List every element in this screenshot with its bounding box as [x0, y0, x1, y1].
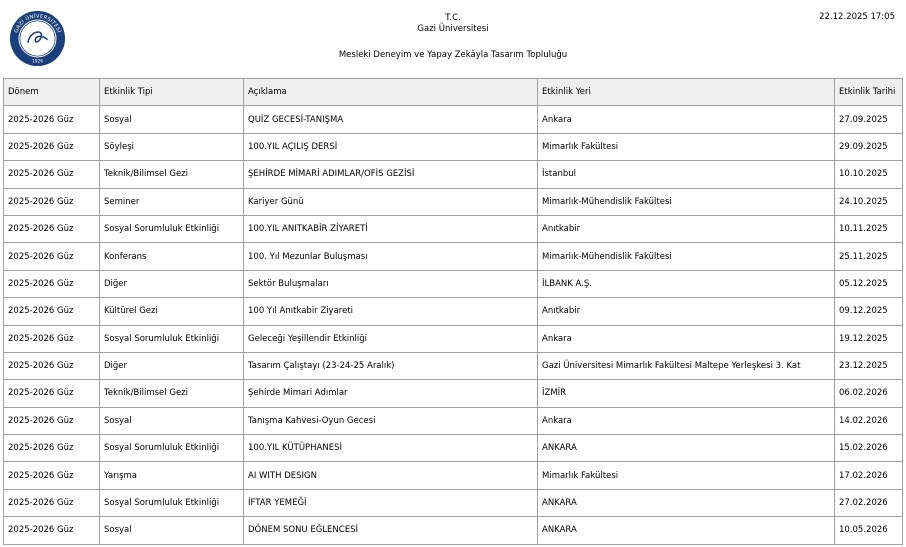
etkinlik-tipi-cell: Konferans [100, 243, 244, 270]
etkinlik-tarihi-cell: 24.10.2025 [835, 188, 903, 215]
table-row [4, 270, 903, 297]
aciklama-cell: DÖNEM SONU EĞLENCESİ [244, 517, 538, 544]
etkinlik-yeri-cell: Mimarlık Fakültesi [538, 462, 835, 489]
donem-cell: 2025-2026 Güz [4, 161, 100, 188]
donem-cell: 2025-2026 Güz [4, 435, 100, 462]
svg-text:1926: 1926 [32, 59, 43, 65]
etkinlik-yeri-cell: ANKARA [538, 489, 835, 516]
etkinlik-tarihi-cell: 06.02.2026 [835, 380, 903, 407]
etkinlik-tipi-cell: Diğer [100, 352, 244, 379]
etkinlik-tipi-cell: Sosyal [100, 106, 244, 133]
table-row [4, 325, 903, 352]
table-row [4, 188, 903, 215]
etkinlik-yeri-cell: İstanbul [538, 161, 835, 188]
table-row [4, 243, 903, 270]
etkinlik-tarihi-cell: 10.05.2026 [835, 517, 903, 544]
etkinlik-yeri-cell: Gazi Üniversitesi Mimarlık Fakültesi Maltepe Yerleşkesi 3. Kat [538, 352, 835, 379]
aciklama-cell: 100.YIL KÜTÜPHANESİ [244, 435, 538, 462]
donem-cell: 2025-2026 Güz [4, 133, 100, 160]
donem-cell: 2025-2026 Güz [4, 188, 100, 215]
aciklama-cell: ŞEHİRDE MİMARİ ADIMLAR/OFİS GEZİSİ [244, 161, 538, 188]
table-row [4, 435, 903, 462]
donem-cell: 2025-2026 Güz [4, 270, 100, 297]
aciklama-cell: QUİZ GECESİ-TANIŞMA [244, 106, 538, 133]
donem-cell: 2025-2026 Güz [4, 352, 100, 379]
etkinlik-tipi-cell: Sosyal [100, 407, 244, 434]
donem-cell: 2025-2026 Güz [4, 517, 100, 544]
donem-cell: 2025-2026 Güz [4, 325, 100, 352]
etkinlik-tarihi-cell: 09.12.2025 [835, 298, 903, 325]
table-header-row [4, 79, 903, 106]
etkinlik-tipi-cell: Diğer [100, 270, 244, 297]
header-col-donem: Dönem [4, 79, 100, 106]
club-name: Mesleki Deneyim ve Yapay Zekâyla Tasarım Topluluğu [338, 50, 568, 60]
title-block [0, 13, 906, 61]
etkinlik-tipi-cell: Sosyal Sorumluluk Etkinliği [100, 215, 244, 242]
svg-text:GAZİ ÜNİVERSİTESİ: GAZİ ÜNİVERSİTESİ [13, 13, 62, 34]
etkinlik-tipi-cell: Seminer [100, 188, 244, 215]
header-col-etkinlik-tipi: Etkinlik Tipi [100, 79, 244, 106]
etkinlik-yeri-cell: Mimarlık-Mühendislik Fakültesi [538, 188, 835, 215]
etkinlik-yeri-cell: ANKARA [538, 517, 835, 544]
etkinlik-yeri-cell: Anıtkabir [538, 298, 835, 325]
etkinlik-tarihi-cell: 23.12.2025 [835, 352, 903, 379]
etkinlik-yeri-cell: Ankara [538, 325, 835, 352]
aciklama-cell: Kariyer Günü [244, 188, 538, 215]
table-row [4, 352, 903, 379]
donem-cell: 2025-2026 Güz [4, 215, 100, 242]
etkinlik-tipi-cell: Söyleşi [100, 133, 244, 160]
table-row [4, 380, 903, 407]
aciklama-cell: Geleceği Yeşillendir Etkinliği [244, 325, 538, 352]
etkinlik-tarihi-cell: 14.02.2026 [835, 407, 903, 434]
aciklama-cell: AI WITH DESIGN [244, 462, 538, 489]
etkinlik-tarihi-cell: 05.12.2025 [835, 270, 903, 297]
aciklama-cell: 100 Yıl Anıtkabir Ziyareti [244, 298, 538, 325]
table-row [4, 298, 903, 325]
donem-cell: 2025-2026 Güz [4, 298, 100, 325]
events-table [3, 78, 903, 545]
etkinlik-tarihi-cell: 10.10.2025 [835, 161, 903, 188]
etkinlik-tarihi-cell: 27.09.2025 [835, 106, 903, 133]
etkinlik-yeri-cell: Anıtkabir [538, 215, 835, 242]
header-col-aciklama: Açıklama [244, 79, 538, 106]
etkinlik-tipi-cell: Sosyal [100, 517, 244, 544]
etkinlik-yeri-cell: İLBANK A.Ş. [538, 270, 835, 297]
report-datetime: 22.12.2025 17:05 [819, 12, 895, 22]
etkinlik-tipi-cell: Kültürel Gezi [100, 298, 244, 325]
etkinlik-yeri-cell: Ankara [538, 407, 835, 434]
etkinlik-tarihi-cell: 27.02.2026 [835, 489, 903, 516]
title-line-university: Gazi Üniversitesi [417, 24, 489, 34]
header-col-etkinlik-tarihi: Etkinlik Tarihi [835, 79, 903, 106]
donem-cell: 2025-2026 Güz [4, 489, 100, 516]
etkinlik-yeri-cell: İZMİR [538, 380, 835, 407]
etkinlik-tipi-cell: Teknik/Bilimsel Gezi [100, 161, 244, 188]
aciklama-cell: 100.YIL AÇILIŞ DERSİ [244, 133, 538, 160]
etkinlik-tipi-cell: Sosyal Sorumluluk Etkinliği [100, 489, 244, 516]
aciklama-cell: Tanışma Kahvesi-Oyun Gecesi [244, 407, 538, 434]
etkinlik-yeri-cell: Mimarlık-Mühendislik Fakültesi [538, 243, 835, 270]
table-row [4, 133, 903, 160]
etkinlik-yeri-cell: Mimarlık Fakültesi [538, 133, 835, 160]
table-row [4, 407, 903, 434]
donem-cell: 2025-2026 Güz [4, 462, 100, 489]
aciklama-cell: 100. Yıl Mezunlar Buluşması [244, 243, 538, 270]
etkinlik-tipi-cell: Yarışma [100, 462, 244, 489]
header-col-etkinlik-yeri: Etkinlik Yeri [538, 79, 835, 106]
etkinlik-tarihi-cell: 10.11.2025 [835, 215, 903, 242]
etkinlik-yeri-cell: Ankara [538, 106, 835, 133]
etkinlik-tarihi-cell: 17.02.2026 [835, 462, 903, 489]
etkinlik-tarihi-cell: 15.02.2026 [835, 435, 903, 462]
title-line-tc: T.C. [445, 13, 461, 23]
table-body [4, 106, 903, 544]
table-row [4, 489, 903, 516]
table-row [4, 106, 903, 133]
etkinlik-tarihi-cell: 19.12.2025 [835, 325, 903, 352]
aciklama-cell: Şehirde Mimari Adımlar [244, 380, 538, 407]
donem-cell: 2025-2026 Güz [4, 243, 100, 270]
table-row [4, 462, 903, 489]
etkinlik-tipi-cell: Teknik/Bilimsel Gezi [100, 380, 244, 407]
etkinlik-tarihi-cell: 25.11.2025 [835, 243, 903, 270]
etkinlik-tipi-cell: Sosyal Sorumluluk Etkinliği [100, 325, 244, 352]
aciklama-cell: 100.YIL ANITKABİR ZİYARETİ [244, 215, 538, 242]
table-row [4, 517, 903, 544]
etkinlik-yeri-cell: ANKARA [538, 435, 835, 462]
aciklama-cell: Tasarım Çalıştayı (23-24-25 Aralık) [244, 352, 538, 379]
donem-cell: 2025-2026 Güz [4, 380, 100, 407]
donem-cell: 2025-2026 Güz [4, 407, 100, 434]
donem-cell: 2025-2026 Güz [4, 106, 100, 133]
etkinlik-tipi-cell: Sosyal Sorumluluk Etkinliği [100, 435, 244, 462]
aciklama-cell: İFTAR YEMEĞİ [244, 489, 538, 516]
report-header [0, 0, 906, 72]
aciklama-cell: Sektör Buluşmaları [244, 270, 538, 297]
table-row [4, 215, 903, 242]
table-row [4, 161, 903, 188]
etkinlik-tarihi-cell: 29.09.2025 [835, 133, 903, 160]
